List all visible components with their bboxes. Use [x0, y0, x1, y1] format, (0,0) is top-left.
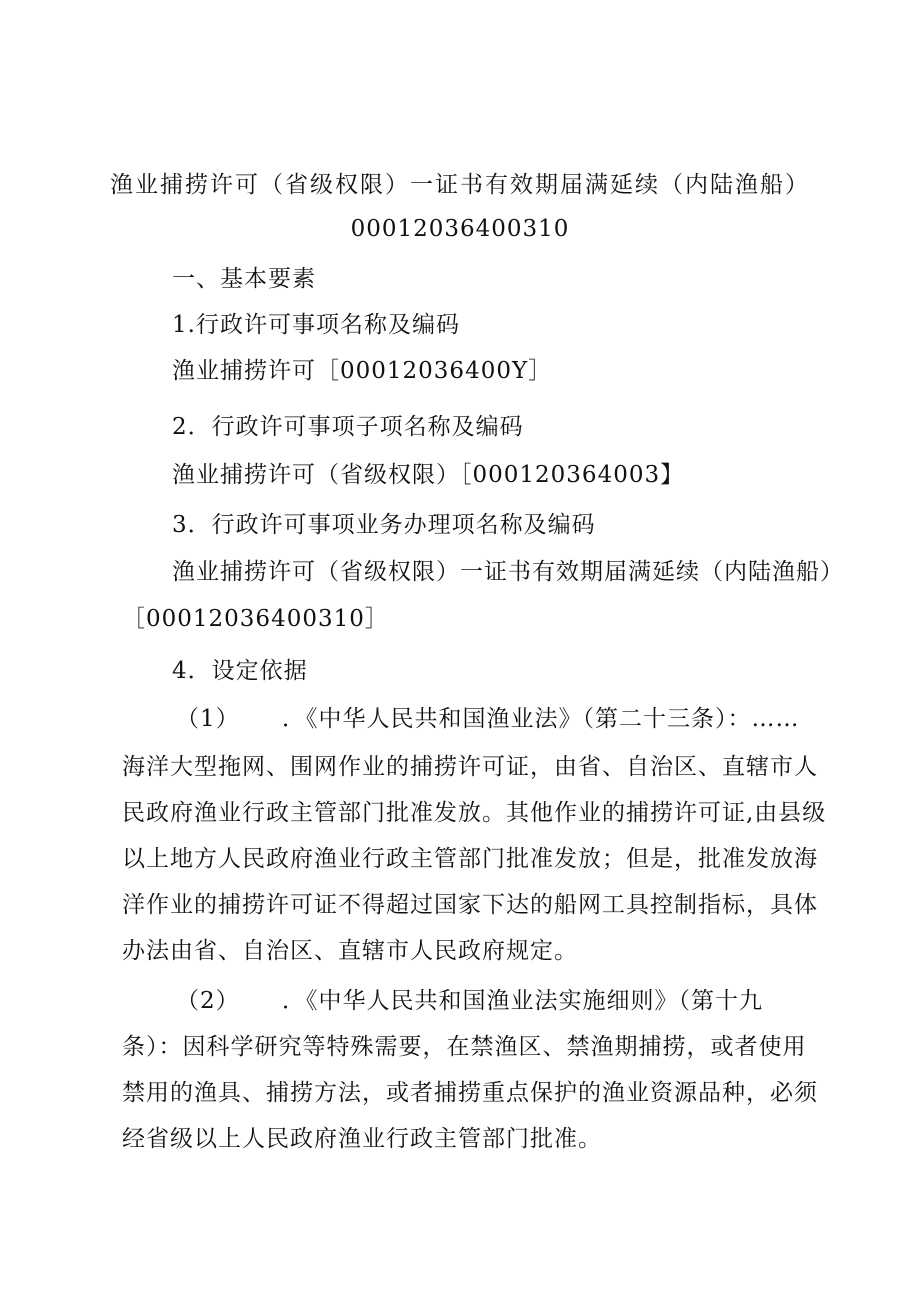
item3-value-line2: ［00012036400310］	[122, 606, 389, 632]
document-title: 渔业捕捞许可（省级权限）一证书有效期届满延续（内陆渔船）	[110, 172, 810, 198]
basis1-line5: 洋作业的捕捞许可证不得超过国家下达的船网工具控制指标，具体	[122, 892, 818, 918]
basis2-line4: 经省级以上人民政府渔业行政主管部门批准。	[122, 1126, 602, 1152]
item1-value: 渔业捕捞许可［00012036400Y］	[172, 358, 553, 384]
item2-value: 渔业捕捞许可（省级权限）［000120364003】	[172, 462, 685, 488]
basis2-number: （2）	[176, 988, 240, 1014]
item3-heading: 3．行政许可事项业务办理项名称及编码	[172, 512, 596, 538]
basis2-line2: 条）：因科学研究等特殊需要，在禁渔区、禁渔期捕捞，或者使用	[122, 1034, 807, 1060]
item4-heading: 4．设定依据	[172, 658, 308, 684]
basis2-line1: ．《中华人民共和国渔业法实施细则》（第十九	[282, 988, 763, 1014]
item3-value-line1: 渔业捕捞许可（省级权限）一证书有效期届满延续（内陆渔船）	[172, 559, 844, 585]
basis2-line3: 禁用的渔具、捕捞方法，或者捕捞重点保护的渔业资源品种，必须	[122, 1080, 818, 1106]
section-heading-basic-elements: 一、基本要素	[172, 266, 316, 292]
basis1-line6: 办法由省、自治区、直辖市人民政府规定。	[122, 938, 578, 964]
basis1-line3: 民政府渔业行政主管部门批准发放。其他作业的捕捞许可证,由县级	[122, 800, 827, 826]
basis1-line4: 以上地方人民政府渔业行政主管部门批准发放；但是，批准发放海	[122, 846, 818, 872]
basis1-number: （1）	[176, 706, 240, 732]
item1-heading: 1.行政许可事项名称及编码	[172, 312, 460, 338]
basis1-line2: 海洋大型拖网、围网作业的捕捞许可证，由省、自治区、直辖市人	[122, 754, 818, 780]
document-code: 00012036400310	[350, 216, 570, 242]
item2-heading: 2．行政许可事项子项名称及编码	[172, 414, 524, 440]
basis1-line1: ．《中华人民共和国渔业法》（第二十三条）：……	[282, 706, 800, 732]
